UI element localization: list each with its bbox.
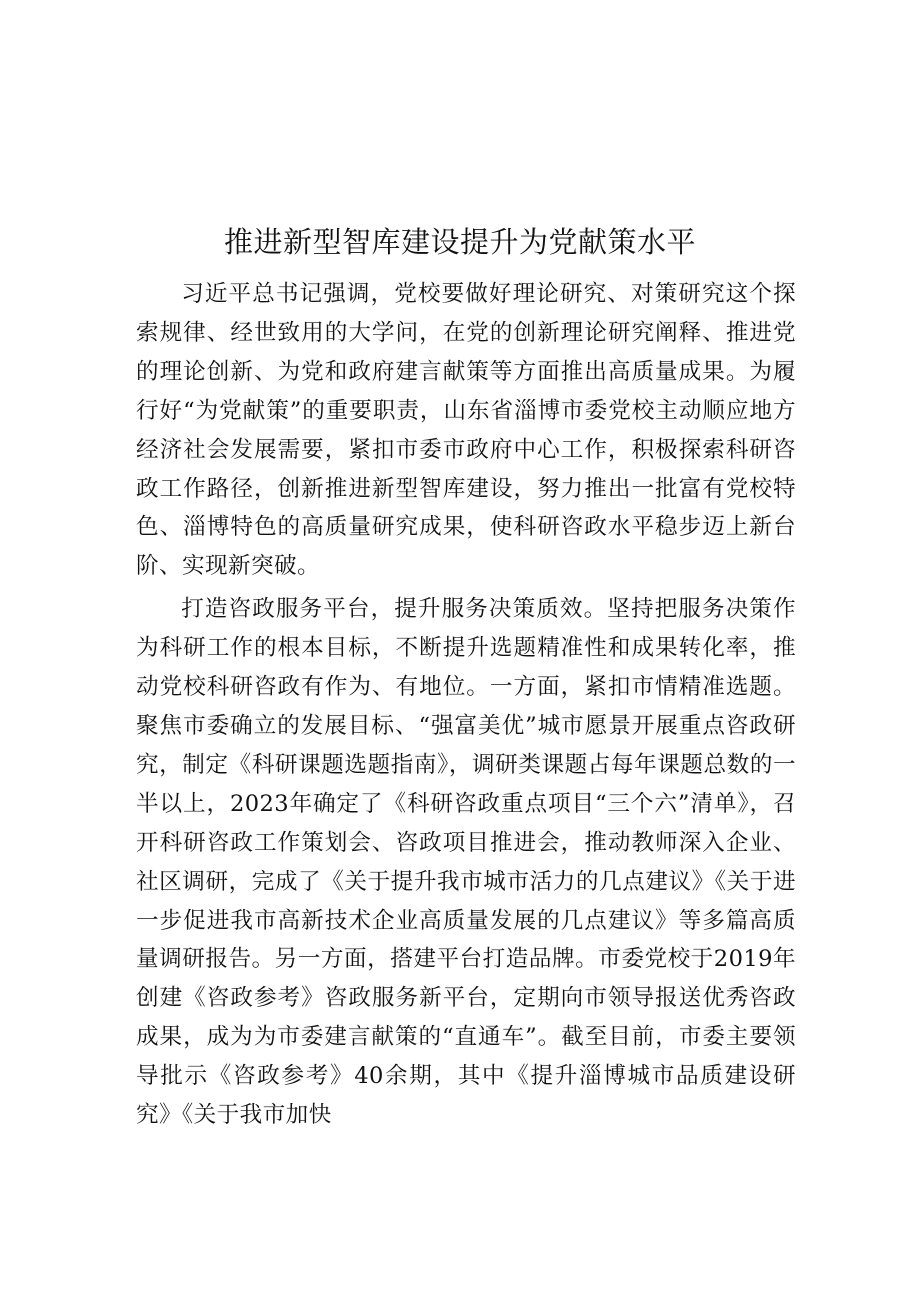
paragraph-intro: 习近平总书记强调，党校要做好理论研究、对策研究这个探索规律、经世致用的大学问，在党的创新理论研究阐释、推进党的理论创新、为党和政府建言献策等方面推出高质量成果。为履行好“为党献策”的重要职责，山东省淄博市委党校主动顺应地方经济社会发展需要，紧扣市委市政府中心工作，积极探索科研咨政工作路径，创新推进新型智库建设，努力推出一批富有党校特色、淄博特色的高质量研究成果，使科研咨政水平稳步迈上新台阶、实现新突破。 (136, 281, 796, 580)
document-title: 推进新型智库建设提升为党献策水平 (223, 225, 696, 259)
document-body (136, 275, 796, 1135)
paragraph-consulting-platform: 打造咨政服务平台，提升服务决策质效。坚持把服务决策作为科研工作的根本目标，不断提升选题精准性和成果转化率，推动党校科研咨政有作为、有地位。一方面，紧扣市情精准选题。聚焦市委确立的发展目标、“强富美优”城市愿景开展重点咨政研究，制定《科研课题选题指南》，调研类课题占每年课题总数的一半以上，2023年确定了《科研咨政重点项目“三个六”清单》，召开科研咨政工作策划会、咨政项目推进会，推动教师深入企业、社区调研，完成了《关于提升我市城市活力的几点建议》《关于进一步促进我市高新技术企业高质量发展的几点建议》等多篇高质量调研报告。另一方面，搭建平台打造品牌。市委党校于2019年创建《咨政参考》咨政服务新平台，定期向市领导报送优秀咨政成果，成为为市委建言献策的“直通车”。截至目前，市委主要领导批示《咨政参考》40余期，其中《提升淄博城市品质建设研究》《关于我市加快 (136, 596, 796, 1129)
